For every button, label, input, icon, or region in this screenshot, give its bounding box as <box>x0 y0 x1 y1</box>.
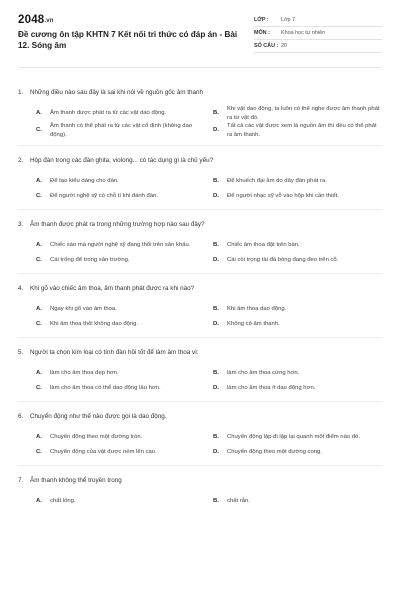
option-letter: C. <box>36 192 42 199</box>
answer-options <box>18 365 382 395</box>
brand-block <box>18 14 248 51</box>
meta-label: LỚP : <box>254 17 269 23</box>
option-letter: B. <box>213 305 219 312</box>
question-number: 4. <box>18 285 24 293</box>
answer-options <box>18 301 382 331</box>
answer-option-b[interactable] <box>213 429 382 444</box>
option-letter: A. <box>36 241 42 248</box>
answer-option-b[interactable] <box>213 365 382 380</box>
question-divider <box>18 209 382 210</box>
option-text: Chuyển động theo một đường cong. <box>227 448 322 455</box>
answer-option-b[interactable] <box>213 493 382 508</box>
answer-option-c[interactable] <box>36 122 205 139</box>
question-text: Người ta chọn kim loại có tính đàn hồi tốt để làm âm thoa vì: <box>30 349 199 357</box>
option-text: Chuyển động theo một đường tròn. <box>50 433 143 440</box>
option-text: Ngay khi gõ vào âm thoa. <box>50 305 117 312</box>
answer-option-d[interactable] <box>213 380 382 395</box>
option-letter: D. <box>213 256 219 263</box>
option-text: Khi âm thoa dao động. <box>227 305 287 312</box>
option-letter: A. <box>36 305 42 312</box>
answer-option-b[interactable] <box>213 237 382 252</box>
meta-value: 20 <box>281 43 287 49</box>
option-letter: B. <box>213 433 219 440</box>
question-stem <box>18 220 382 229</box>
option-text: Để khuếch đại âm do dây đàn phát ra. <box>227 177 327 184</box>
option-letter: A. <box>36 369 42 376</box>
option-text: Chiếc sáo mà người nghệ sỹ đang thổi trên sân khấu. <box>50 241 191 248</box>
option-text: chất rắn. <box>227 497 250 504</box>
question-text: Chuyển động như thế nào được gọi là dao động. <box>30 413 167 421</box>
option-text: Cái trống để trong sân trường. <box>50 256 130 263</box>
answer-option-c[interactable] <box>36 252 205 267</box>
answer-options <box>18 173 382 203</box>
question-text: Khi gõ vào chiếc âm thoa, âm thanh phát được ra khi nào? <box>30 285 195 293</box>
question-item <box>18 156 382 210</box>
option-text: Âm thanh có thể phát ra từ các vật cố định (không dao động). <box>50 123 193 138</box>
option-text: làm cho âm thoa đẹp hơn. <box>50 369 119 376</box>
question-text: Những điều nào sau đây là sai khi nói về nguồn gốc âm thanh <box>30 89 203 96</box>
option-letter: A. <box>36 497 42 504</box>
question-item <box>18 412 382 466</box>
answer-option-a[interactable] <box>36 429 205 444</box>
option-letter: C. <box>36 320 42 327</box>
site-logo[interactable] <box>18 14 248 26</box>
question-number: 3. <box>18 221 24 229</box>
option-text: Chuyển động lặp đi lặp lại quanh một điểm nào đó. <box>227 433 360 440</box>
answer-option-b[interactable] <box>213 301 382 316</box>
answer-option-c[interactable] <box>36 316 205 331</box>
option-text: Chuyển động của vật được ném lên cao. <box>50 448 157 455</box>
answer-options <box>18 105 382 139</box>
question-stem <box>18 284 382 293</box>
option-letter: B. <box>213 369 219 376</box>
option-letter: C. <box>36 127 42 134</box>
answer-option-a[interactable] <box>36 365 205 380</box>
question-item <box>18 476 382 508</box>
meta-label: SỐ CÂU : <box>254 43 279 49</box>
answer-options <box>18 237 382 267</box>
question-number: 1. <box>18 89 24 96</box>
option-text: Cái còi trọng tài đá bóng đang đeo trên cổ. <box>227 256 339 263</box>
option-letter: B. <box>213 110 219 117</box>
document-header <box>18 14 382 68</box>
answer-option-d[interactable] <box>213 252 382 267</box>
question-item <box>18 220 382 274</box>
answer-option-a[interactable] <box>36 301 205 316</box>
option-letter: D. <box>213 448 219 455</box>
option-text: Âm thanh được phát ra từ các vật dao động. <box>50 110 167 117</box>
option-text: làm cho âm thoa ít dao động hơn. <box>227 384 316 391</box>
question-number: 6. <box>18 413 24 421</box>
answer-option-d[interactable] <box>213 188 382 203</box>
option-letter: D. <box>213 192 219 199</box>
meta-value: Khoa học tự nhiên <box>281 30 326 36</box>
question-text: Hộp đàn trong các đàn ghita, violong... có tác dụng gì là chủ yếu? <box>30 157 214 165</box>
answer-options <box>18 493 382 508</box>
option-text: chất lỏng. <box>50 497 76 504</box>
question-item <box>18 348 382 402</box>
question-item <box>18 284 382 338</box>
meta-label: MÔN : <box>254 30 270 36</box>
meta-row-count <box>254 40 382 53</box>
option-letter: B. <box>213 177 219 184</box>
question-text: Âm thanh không thể truyền trong <box>30 477 122 485</box>
logo-text: 2048 <box>18 14 45 26</box>
option-letter: A. <box>36 110 42 117</box>
question-text: Âm thanh được phát ra trong những trường hợp nào sau đây? <box>30 221 205 229</box>
question-divider <box>18 401 382 402</box>
question-stem <box>18 348 382 357</box>
option-text: làm cho âm thoa cứng hơn. <box>227 369 300 376</box>
meta-row-subject <box>254 27 382 40</box>
option-letter: D. <box>213 127 219 134</box>
document-title: Đề cương ôn tập KHTN 7 Kết nối tri thức có đáp án - Bài 12. Sóng âm <box>18 30 238 50</box>
question-number: 7. <box>18 477 24 485</box>
option-letter: D. <box>213 384 219 391</box>
question-number: 5. <box>18 349 24 357</box>
answer-option-c[interactable] <box>36 380 205 395</box>
question-divider <box>18 145 382 146</box>
answer-option-a[interactable] <box>36 105 205 122</box>
answer-option-d[interactable] <box>213 444 382 459</box>
question-number: 2. <box>18 157 24 165</box>
option-text: Không có âm thanh. <box>227 320 280 327</box>
question-stem <box>18 412 382 421</box>
option-letter: A. <box>36 433 42 440</box>
answer-option-b[interactable] <box>213 173 382 188</box>
document-meta <box>254 14 382 53</box>
option-letter: C. <box>36 448 42 455</box>
question-divider <box>18 465 382 466</box>
answer-option-d[interactable] <box>213 316 382 331</box>
option-text: Để người nhạc sỹ vỗ vào hộp khi cần thiết. <box>227 192 339 199</box>
question-stem <box>18 156 382 165</box>
option-letter: D. <box>213 320 219 327</box>
question-divider <box>18 337 382 338</box>
option-text: Để người nghệ sỹ có chỗ tì khi đánh đàn. <box>50 192 159 199</box>
question-list <box>18 88 382 508</box>
option-text: Để tạo kiểu dáng cho đàn. <box>50 177 119 184</box>
question-divider <box>18 273 382 274</box>
answer-options <box>18 429 382 459</box>
option-letter: C. <box>36 384 42 391</box>
option-text: Khi vật dao động, ta luôn có thể nghe được âm thanh phát ra từ vật đó. <box>227 106 380 121</box>
answer-option-a[interactable] <box>36 493 205 508</box>
answer-option-b[interactable] <box>213 105 382 122</box>
answer-option-c[interactable] <box>36 188 205 203</box>
logo-suffix: .vn <box>44 18 54 24</box>
answer-option-a[interactable] <box>36 237 205 252</box>
answer-option-c[interactable] <box>36 444 205 459</box>
question-item <box>18 88 382 146</box>
option-text: Tất cả các vật được xem là nguồn âm thì đều có thể phát ra âm thanh. <box>227 123 377 138</box>
option-letter: A. <box>36 177 42 184</box>
option-letter: C. <box>36 256 42 263</box>
option-text: Khi âm thoa thôi không dao động. <box>50 320 139 327</box>
meta-value: Lớp 7 <box>281 17 296 23</box>
answer-option-a[interactable] <box>36 173 205 188</box>
option-letter: B. <box>213 241 219 248</box>
meta-row-class <box>254 14 382 27</box>
question-stem <box>18 476 382 485</box>
option-text: làm cho âm thoa có thể dao động lâu hơn. <box>50 384 161 391</box>
question-stem <box>18 88 382 97</box>
answer-option-d[interactable] <box>213 122 382 139</box>
option-letter: B. <box>213 497 219 504</box>
option-text: Chiếc âm thoa đặt trên bàn. <box>227 241 300 248</box>
